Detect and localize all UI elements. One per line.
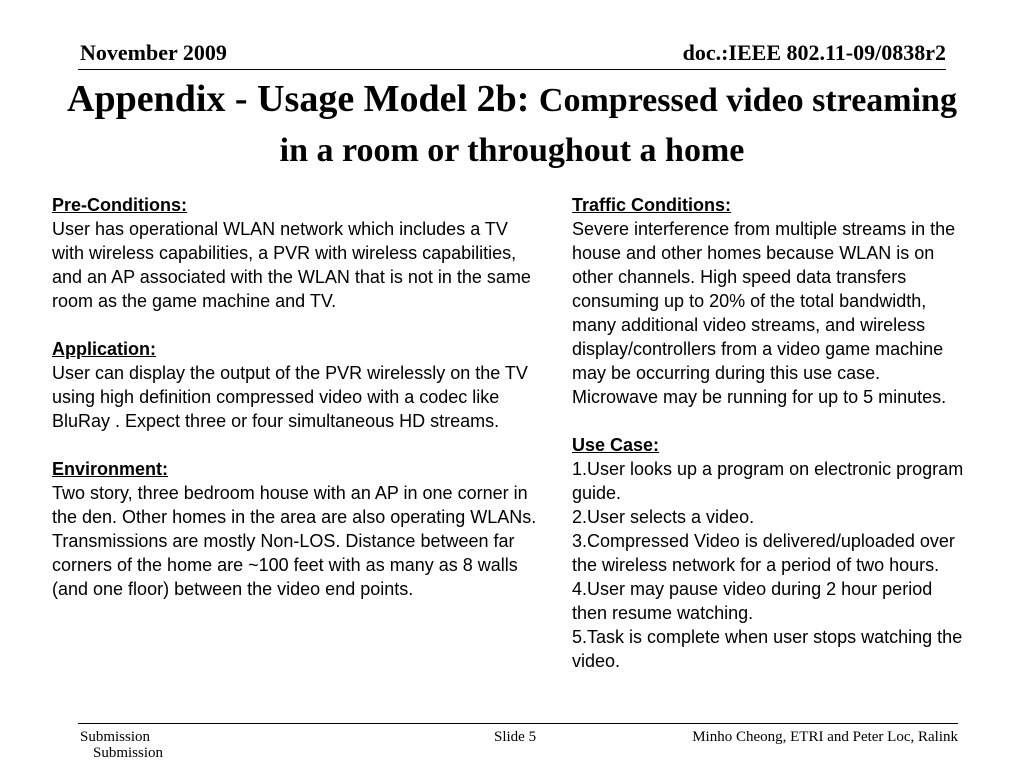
footer-authors: Minho Cheong, ETRI and Peter Loc, Ralink bbox=[692, 729, 958, 745]
usecase-heading: Use Case: bbox=[572, 435, 660, 455]
application-heading: Application: bbox=[52, 339, 156, 359]
header-doc-id: doc.:IEEE 802.11-09/0838r2 bbox=[682, 40, 946, 65]
usecase-step: 4.User may pause video during 2 hour period then resume watching. bbox=[572, 579, 933, 623]
footer-submission-repeat: Submission bbox=[93, 745, 164, 761]
footer-submission: Submission bbox=[80, 729, 151, 745]
application-section bbox=[52, 337, 544, 433]
environment-text: Two story, three bedroom house with an AP in one corner in the den. Other homes in the area are also operating WLANs. Transmissions are mostly Non-LOS. Distance between far corners of the home are ~100 feet with as many as 8 walls (and one floor) between the video end points. bbox=[52, 483, 537, 599]
usecase-step: 2.User selects a video. bbox=[572, 507, 755, 527]
preconditions-section bbox=[52, 193, 544, 313]
preconditions-text: User has operational WLAN network which includes a TV with wireless capabilities, a PVR with wireless capabilities, and an AP associated with the WLAN that is not in the same room as the game machine and TV. bbox=[52, 219, 531, 311]
right-column bbox=[572, 193, 970, 697]
slide-title-sub: Compressed video streaming in a room or throughout a home bbox=[279, 82, 957, 169]
traffic-section bbox=[572, 193, 970, 409]
application-text: User can display the output of the PVR wirelessly on the TV using high definition compressed video with a codec like BluRay . Expect three or four simultaneous HD streams. bbox=[52, 363, 528, 431]
footer-slide-number: Slide 5 bbox=[494, 729, 537, 745]
traffic-text: Severe interference from multiple streams in the house and other homes because WLAN is on other channels. High speed data transfers consuming up to 20% of the total bandwidth, many additional video streams, and wireless display/controllers from a video game machine may be occurring during this use case. Microwave may be running for up to 5 minutes. bbox=[572, 219, 956, 407]
traffic-heading: Traffic Conditions: bbox=[572, 195, 731, 215]
usecase-step: 1.User looks up a program on electronic program guide. bbox=[572, 459, 964, 503]
environment-heading: Environment: bbox=[52, 459, 169, 479]
preconditions-heading: Pre-Conditions: bbox=[52, 195, 187, 215]
slide-title-main: Appendix - Usage Model 2b: bbox=[67, 78, 539, 120]
footer-divider bbox=[78, 723, 958, 724]
usecase-section bbox=[572, 433, 970, 673]
usecase-step: 3.Compressed Video is delivered/uploaded over the wireless network for a period of two hours. bbox=[572, 531, 955, 575]
header-date: November 2009 bbox=[80, 40, 227, 65]
usecase-step: 5.Task is complete when user stops watching the video. bbox=[572, 627, 963, 671]
slide-title bbox=[60, 77, 964, 179]
left-column bbox=[52, 193, 544, 625]
header-divider bbox=[78, 69, 946, 70]
environment-section bbox=[52, 457, 544, 601]
